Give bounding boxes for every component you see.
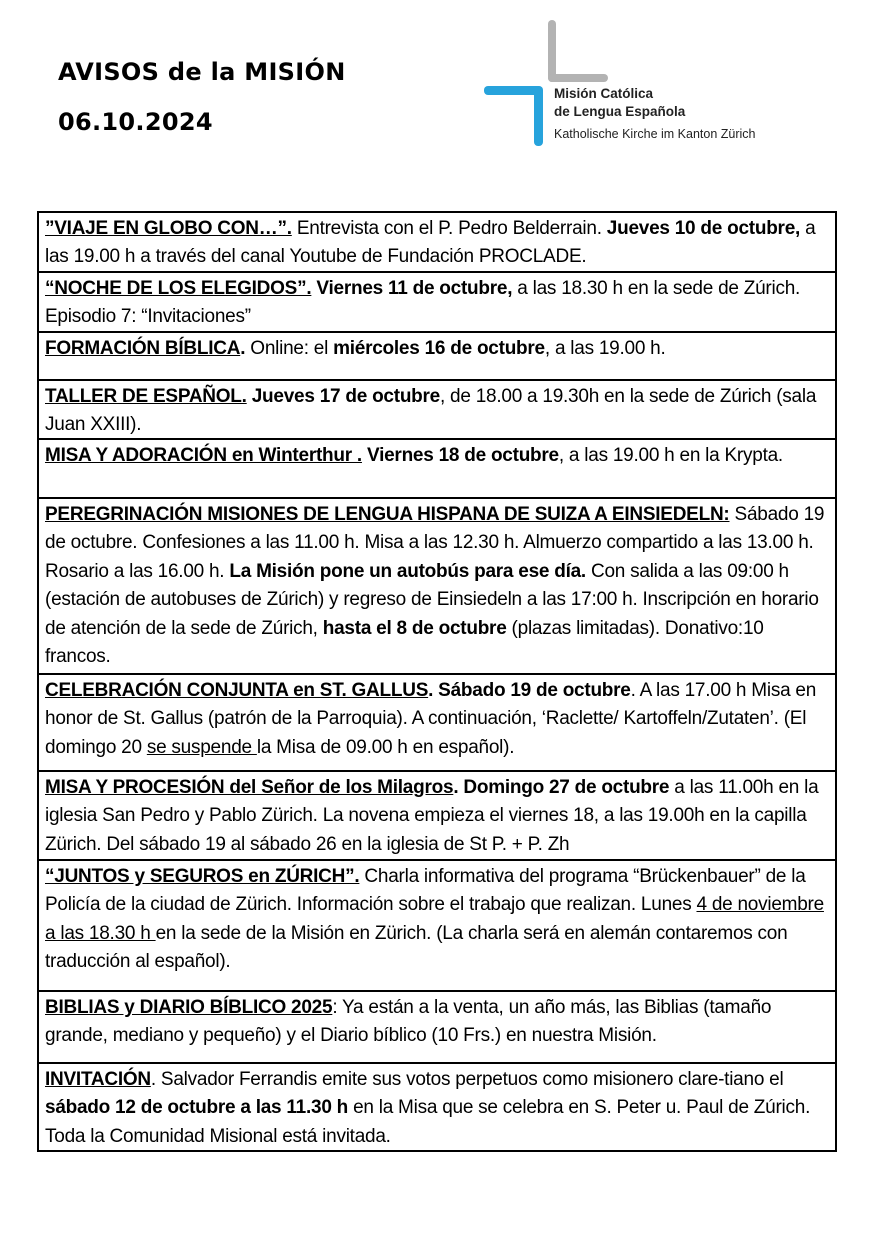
notice-heading: “JUNTOS y SEGUROS en ZÚRICH”. [45,866,360,887]
notice-text: en la Misa que se celebra en S. Peter u. Paul de Zúrich. Toda la Comunidad Misional está invitada. [45,1097,811,1147]
notice-text: , a las 19.00 h en la Krypta. [558,445,783,466]
notice-text: a las 19.00 h a través del canal Youtube de Fundación PROCLADE. [45,218,816,268]
notice-row [39,213,835,273]
logo-grey-cross-horizontal [548,74,608,82]
notice-row [39,333,835,381]
notice-text: 4 de noviembre a las 18.30 h [45,894,824,944]
notice-row [39,861,835,992]
notice-text: . Domingo 27 de octubre [453,777,670,798]
notice-text: Online: el [245,338,334,359]
notices-table [37,211,837,1152]
notice-text: a las 18.30 h en la sede de Zúrich. Episodio 7: “Invitaciones” [45,278,801,328]
notice-text: Viernes 18 de octubre [361,445,559,466]
notice-row [39,992,835,1064]
notice-text: Con salida a las 09:00 h (estación de autobuses de Zúrich) y regreso de Einsiedeln a las 17:00 h. Inscripción en horario de atención de la sede de Zúrich, [45,560,819,639]
notice-text: Jueves 17 de octubre [246,386,440,407]
logo-grey-cross-vertical [548,20,556,82]
notice-row [39,273,835,333]
notice-text: miércoles 16 de octubre [333,338,545,359]
notice-text: Jueves 10 de octubre, [606,218,801,239]
page-date: 06.10.2024 [58,108,213,136]
notice-text: . A las 17.00 h Misa en honor de St. Gallus (patrón de la Parroquia). A continuación, ‘Raclette/ Kartoffeln/Zutaten’. (El domingo 20 [45,680,817,758]
notice-row [39,440,835,499]
notice-row [39,381,835,440]
notice-row [39,499,835,675]
logo-text-line3: Katholische Kirche im Kanton Zürich [554,127,756,141]
notice-text: en la sede de la Misión en Zürich. (La charla será en alemán contaremos con traducción al español). [45,922,788,973]
notice-text: . Salvador Ferrandis emite sus votos perpetuos como misionero clare-tiano el [150,1069,784,1090]
notice-heading: BIBLIAS y DIARIO BÍBLICO 2025 [45,997,333,1018]
notice-text: , a las 19.00 h. [544,338,666,359]
notice-row [39,675,835,772]
notice-heading: TALLER DE ESPAÑOL. [45,386,247,407]
notice-heading: INVITACIÓN [45,1069,151,1090]
notice-text: Sábado 19 de octubre. Confesiones a las 11.00 h. Misa a las 12.30 h. Almuerzo compartido a las 13.00 h. Rosario a las 16.00 h. [45,504,825,582]
notice-text: . Sábado 19 de octubre [428,680,631,701]
notice-text: Entrevista con el P. Pedro Belderrain. [291,218,607,239]
notice-text: . [240,338,246,359]
notice-text: hasta el 8 de octubre [322,617,507,639]
notice-heading: MISA Y ADORACIÓN en Winterthur . [45,445,362,466]
notice-heading: PEREGRINACIÓN MISIONES DE LENGUA HISPANA DE SUIZA A EINSIEDELN: [45,504,730,525]
notice-text: , de 18.00 a 19.30h en la sede de Zúrich (sala Juan XXIII). [45,386,817,436]
notice-text: : Ya están a la venta, un año más, las Biblias (tamaño grande, mediano y pequeño) y el Diario bíblico (10 Frs.) en nuestra Misión. [45,997,772,1047]
notice-text: La Misión pone un autobús para ese día. [229,560,586,582]
logo-text-line2: de Lengua Española [554,104,686,119]
notice-text: se suspende [146,736,257,758]
notice-heading: FORMACIÓN BÍBLICA [45,338,241,359]
notice-text: (plazas limitadas). Donativo:10 francos. [45,617,764,668]
notice-heading: MISA Y PROCESIÓN del Señor de los Milagros [45,777,454,798]
notice-text: sábado 12 de octubre a las 11.30 h [45,1097,349,1119]
notice-text: a las 11.00h en la iglesia San Pedro y Pablo Zürich. La novena empieza el viernes 18, a las 19.00h en la capilla Zürich. Del sábado 19 al sábado 26 en la iglesia de St P. + P. Zh [45,777,819,855]
logo-text-line1: Misión Católica [554,86,654,101]
notice-heading: ”VIAJE EN GLOBO CON…”. [45,218,292,239]
logo-blue-cross-vertical [534,86,543,146]
notice-heading: “NOCHE DE LOS ELEGIDOS”. [45,278,312,299]
notice-text: la Misa de 09.00 h en español). [256,736,515,758]
notice-row [39,1064,835,1150]
mission-logo [484,20,784,150]
page-title: AVISOS de la MISIÓN [58,58,346,86]
notice-text: Viernes 11 de octubre, [311,278,513,299]
notice-heading: CELEBRACIÓN CONJUNTA en ST. GALLUS [45,680,429,701]
notice-text: Charla informativa del programa “Brückenbauer” de la Policía de la ciudad de Zürich. Información sobre el trabajo que realizan. Lunes [45,866,806,916]
notice-row [39,772,835,861]
